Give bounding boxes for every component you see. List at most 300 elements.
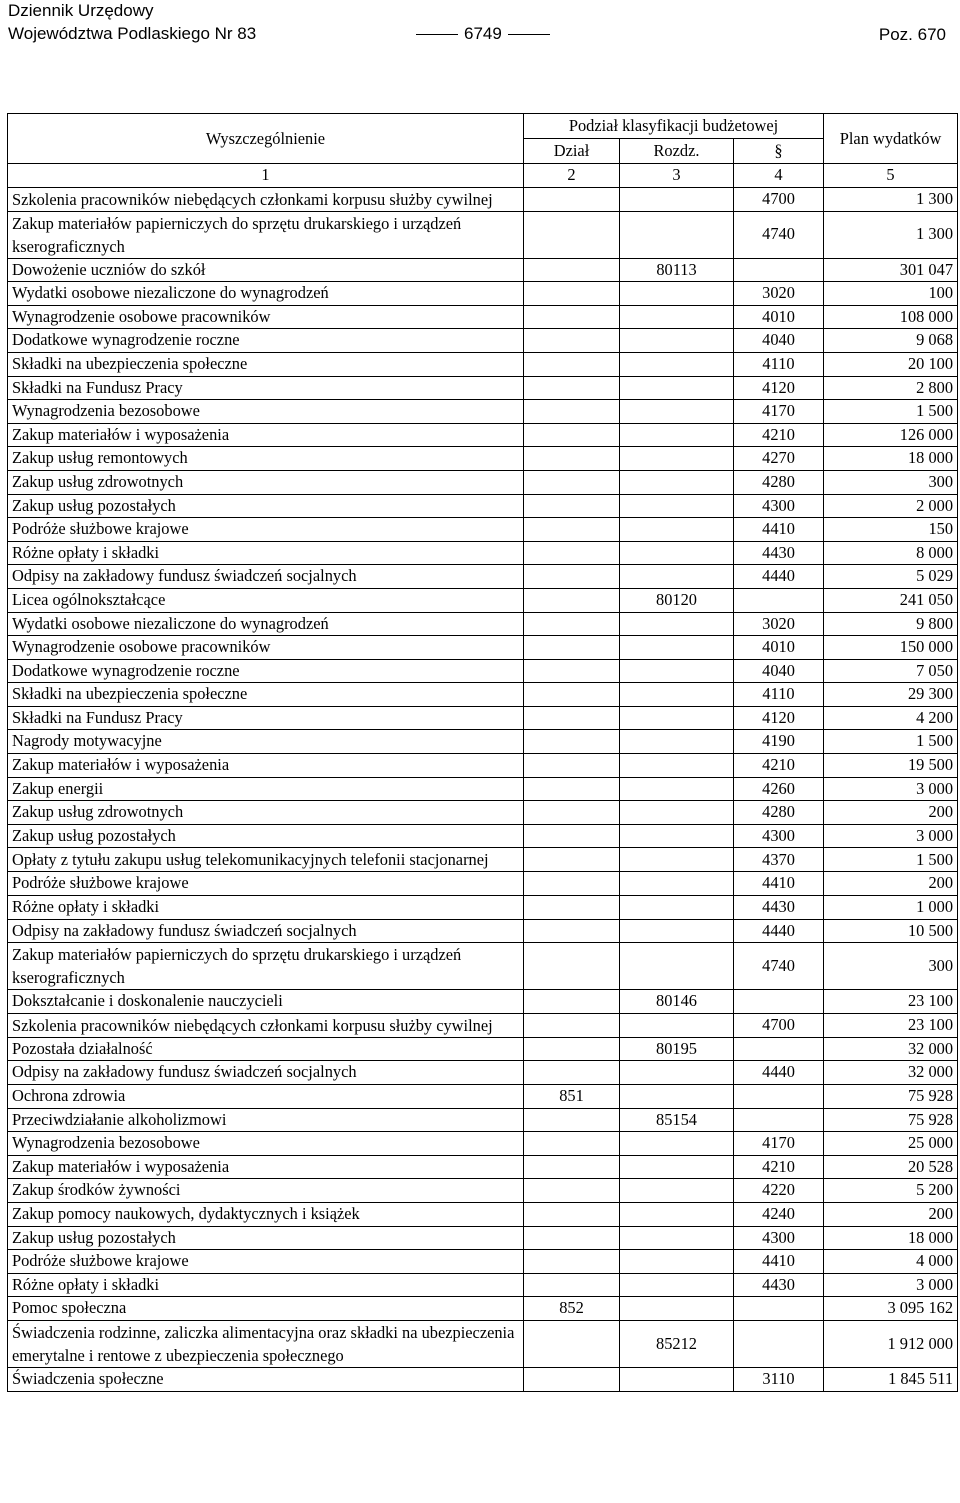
- row-rozdz: [620, 470, 734, 494]
- row-dzial: [524, 494, 620, 518]
- row-amount: 32 000: [824, 1037, 958, 1061]
- row-rozdz: [620, 282, 734, 306]
- row-description: Zakup materiałów i wyposażenia: [8, 423, 524, 447]
- row-rozdz: [620, 494, 734, 518]
- header-description: Wyszczególnienie: [8, 114, 524, 164]
- row-description: Świadczenia społeczne: [8, 1367, 524, 1391]
- table-row: [8, 801, 958, 825]
- table-row: [8, 541, 958, 565]
- row-description: Różne opłaty i składki: [8, 1273, 524, 1297]
- row-description: Składki na ubezpieczenia społeczne: [8, 352, 524, 376]
- row-dzial: [524, 447, 620, 471]
- row-description: Wynagrodzenia bezosobowe: [8, 400, 524, 424]
- table-body: [8, 187, 958, 1391]
- row-description: Zakup usług pozostałych: [8, 494, 524, 518]
- row-amount: 200: [824, 872, 958, 896]
- row-rozdz: [620, 1085, 734, 1109]
- row-dzial: [524, 1250, 620, 1274]
- row-description: Zakup energii: [8, 777, 524, 801]
- table-row: [8, 777, 958, 801]
- row-dzial: [524, 1013, 620, 1037]
- row-rozdz: [620, 1202, 734, 1226]
- row-amount: 20 528: [824, 1155, 958, 1179]
- row-amount: 200: [824, 1202, 958, 1226]
- row-description: Dowożenie uczniów do szkół: [8, 258, 524, 282]
- row-dzial: [524, 1226, 620, 1250]
- row-rozdz: [620, 801, 734, 825]
- row-dzial: [524, 636, 620, 660]
- row-rozdz: [620, 447, 734, 471]
- row-amount: 300: [824, 470, 958, 494]
- row-amount: 3 000: [824, 824, 958, 848]
- row-description: Zakup materiałów i wyposażenia: [8, 754, 524, 778]
- row-paragraph: 4430: [734, 896, 824, 920]
- table-row: [8, 659, 958, 683]
- table-row: [8, 187, 958, 211]
- row-rozdz: [620, 305, 734, 329]
- row-description: Zakup usług remontowych: [8, 447, 524, 471]
- row-dzial: [524, 659, 620, 683]
- row-rozdz: [620, 352, 734, 376]
- row-dzial: [524, 329, 620, 353]
- row-rozdz: [620, 565, 734, 589]
- row-description: Podróże służbowe krajowe: [8, 872, 524, 896]
- row-amount: 9 068: [824, 329, 958, 353]
- row-amount: 1 912 000: [824, 1320, 958, 1367]
- column-number: 3: [620, 164, 734, 188]
- row-dzial: [524, 612, 620, 636]
- row-description: Świadczenia rodzinne, zaliczka alimentacyjna oraz składki na ubezpieczenia emerytalne i rentowe z ubezpieczenia społecznego: [8, 1320, 524, 1367]
- row-amount: 100: [824, 282, 958, 306]
- table-row: [8, 1085, 958, 1109]
- header-dzial: Dział: [524, 139, 620, 164]
- row-amount: 200: [824, 801, 958, 825]
- row-amount: 7 050: [824, 659, 958, 683]
- row-dzial: [524, 400, 620, 424]
- row-dzial: [524, 848, 620, 872]
- row-amount: 18 000: [824, 1226, 958, 1250]
- row-rozdz: [620, 872, 734, 896]
- row-amount: 150 000: [824, 636, 958, 660]
- row-description: Ochrona zdrowia: [8, 1085, 524, 1109]
- table-row: [8, 848, 958, 872]
- row-paragraph: 3020: [734, 282, 824, 306]
- row-dzial: 852: [524, 1297, 620, 1321]
- row-description: Zakup usług pozostałych: [8, 824, 524, 848]
- row-rozdz: [620, 400, 734, 424]
- table-row: [8, 1202, 958, 1226]
- table-row: [8, 1179, 958, 1203]
- row-description: Zakup materiałów i wyposażenia: [8, 1155, 524, 1179]
- row-description: Dodatkowe wynagrodzenie roczne: [8, 659, 524, 683]
- row-description: Wynagrodzenie osobowe pracowników: [8, 305, 524, 329]
- row-dzial: [524, 824, 620, 848]
- table-row: [8, 376, 958, 400]
- row-paragraph: 4280: [734, 470, 824, 494]
- row-paragraph: [734, 1037, 824, 1061]
- table-row: [8, 730, 958, 754]
- row-dzial: [524, 1155, 620, 1179]
- row-paragraph: 4740: [734, 211, 824, 258]
- table-row: [8, 282, 958, 306]
- row-description: Zakup usług zdrowotnych: [8, 801, 524, 825]
- row-paragraph: 4300: [734, 1226, 824, 1250]
- row-dzial: [524, 1179, 620, 1203]
- row-paragraph: 4240: [734, 1202, 824, 1226]
- row-dzial: [524, 258, 620, 282]
- row-dzial: [524, 1367, 620, 1391]
- row-amount: 1 500: [824, 400, 958, 424]
- table-row: [8, 706, 958, 730]
- row-dzial: [524, 211, 620, 258]
- row-dzial: [524, 470, 620, 494]
- table-row: [8, 211, 958, 258]
- row-description: Zakup materiałów papierniczych do sprzętu drukarskiego i urządzeń kserograficznych: [8, 943, 524, 990]
- row-paragraph: 4300: [734, 494, 824, 518]
- row-paragraph: 3110: [734, 1367, 824, 1391]
- row-dzial: [524, 588, 620, 612]
- row-paragraph: 4210: [734, 754, 824, 778]
- row-paragraph: 4430: [734, 1273, 824, 1297]
- row-description: Pozostała działalność: [8, 1037, 524, 1061]
- row-amount: 2 000: [824, 494, 958, 518]
- row-amount: 3 000: [824, 1273, 958, 1297]
- table-row: [8, 400, 958, 424]
- row-rozdz: 85154: [620, 1108, 734, 1132]
- table-row: [8, 1273, 958, 1297]
- row-paragraph: 4440: [734, 1061, 824, 1085]
- table-row: [8, 754, 958, 778]
- row-rozdz: [620, 1297, 734, 1321]
- table-row: [8, 1297, 958, 1321]
- row-description: Szkolenia pracowników niebędących członkami korpusu służby cywilnej: [8, 1013, 524, 1037]
- row-amount: 75 928: [824, 1085, 958, 1109]
- table-row: [8, 1132, 958, 1156]
- row-paragraph: 4260: [734, 777, 824, 801]
- table-row: [8, 919, 958, 943]
- row-rozdz: [620, 848, 734, 872]
- page-number-text: 6749: [464, 24, 502, 43]
- row-rozdz: [620, 1250, 734, 1274]
- table-row: [8, 896, 958, 920]
- table-row: [8, 1108, 958, 1132]
- row-amount: 10 500: [824, 919, 958, 943]
- table-row: [8, 1250, 958, 1274]
- row-description: Nagrody motywacyjne: [8, 730, 524, 754]
- row-paragraph: [734, 1320, 824, 1367]
- row-rozdz: [620, 1179, 734, 1203]
- row-amount: 9 800: [824, 612, 958, 636]
- row-rozdz: [620, 824, 734, 848]
- row-dzial: [524, 1202, 620, 1226]
- row-amount: 2 800: [824, 376, 958, 400]
- table-row: [8, 612, 958, 636]
- row-dzial: [524, 565, 620, 589]
- row-dzial: [524, 990, 620, 1014]
- row-paragraph: 4300: [734, 824, 824, 848]
- row-amount: 301 047: [824, 258, 958, 282]
- row-dzial: [524, 518, 620, 542]
- row-description: Składki na Fundusz Pracy: [8, 706, 524, 730]
- row-paragraph: [734, 588, 824, 612]
- row-description: Opłaty z tytułu zakupu usług telekomunikacyjnych telefonii stacjonarnej: [8, 848, 524, 872]
- row-description: Wydatki osobowe niezaliczone do wynagrodzeń: [8, 612, 524, 636]
- row-amount: 5 200: [824, 1179, 958, 1203]
- row-dzial: [524, 801, 620, 825]
- row-rozdz: [620, 1132, 734, 1156]
- row-amount: 108 000: [824, 305, 958, 329]
- page-number: [410, 24, 556, 44]
- row-amount: 1 500: [824, 848, 958, 872]
- journal-subtitle: Województwa Podlaskiego Nr 83: [8, 24, 257, 43]
- row-dzial: 851: [524, 1085, 620, 1109]
- row-amount: 75 928: [824, 1108, 958, 1132]
- row-paragraph: 4010: [734, 305, 824, 329]
- table-row: [8, 518, 958, 542]
- row-paragraph: [734, 258, 824, 282]
- row-rozdz: 80195: [620, 1037, 734, 1061]
- row-rozdz: [620, 541, 734, 565]
- column-number: 2: [524, 164, 620, 188]
- row-amount: 3 095 162: [824, 1297, 958, 1321]
- row-description: Pomoc społeczna: [8, 1297, 524, 1321]
- row-description: Wydatki osobowe niezaliczone do wynagrodzeń: [8, 282, 524, 306]
- row-paragraph: 4740: [734, 943, 824, 990]
- row-paragraph: 4210: [734, 423, 824, 447]
- row-amount: 241 050: [824, 588, 958, 612]
- column-number-row: [8, 164, 958, 188]
- row-paragraph: 4700: [734, 1013, 824, 1037]
- row-amount: 1 300: [824, 187, 958, 211]
- row-rozdz: [620, 730, 734, 754]
- row-rozdz: [620, 659, 734, 683]
- row-amount: 1 500: [824, 730, 958, 754]
- row-description: Odpisy na zakładowy fundusz świadczeń socjalnych: [8, 1061, 524, 1085]
- table-row: [8, 872, 958, 896]
- row-paragraph: [734, 990, 824, 1014]
- row-paragraph: [734, 1108, 824, 1132]
- row-amount: 5 029: [824, 565, 958, 589]
- budget-table: [7, 113, 958, 1392]
- row-description: Zakup środków żywności: [8, 1179, 524, 1203]
- row-amount: 300: [824, 943, 958, 990]
- row-dzial: [524, 282, 620, 306]
- row-rozdz: [620, 896, 734, 920]
- row-amount: 19 500: [824, 754, 958, 778]
- row-rozdz: [620, 706, 734, 730]
- row-rozdz: [620, 1013, 734, 1037]
- row-dzial: [524, 943, 620, 990]
- row-description: Wynagrodzenia bezosobowe: [8, 1132, 524, 1156]
- table-row: [8, 305, 958, 329]
- row-dzial: [524, 896, 620, 920]
- row-rozdz: [620, 376, 734, 400]
- table-row: [8, 943, 958, 990]
- row-amount: 25 000: [824, 1132, 958, 1156]
- row-paragraph: 4410: [734, 518, 824, 542]
- row-dzial: [524, 872, 620, 896]
- row-rozdz: 85212: [620, 1320, 734, 1367]
- row-rozdz: [620, 683, 734, 707]
- row-dzial: [524, 1273, 620, 1297]
- row-rozdz: [620, 754, 734, 778]
- row-dzial: [524, 1061, 620, 1085]
- table-row: [8, 1155, 958, 1179]
- row-paragraph: 4120: [734, 376, 824, 400]
- row-paragraph: 4440: [734, 919, 824, 943]
- row-dzial: [524, 1320, 620, 1367]
- row-dzial: [524, 777, 620, 801]
- row-rozdz: [620, 612, 734, 636]
- row-amount: 1 000: [824, 896, 958, 920]
- row-paragraph: 4220: [734, 1179, 824, 1203]
- table-row: [8, 683, 958, 707]
- row-paragraph: 4170: [734, 400, 824, 424]
- row-amount: 29 300: [824, 683, 958, 707]
- table-row: [8, 1320, 958, 1367]
- row-paragraph: 4110: [734, 352, 824, 376]
- row-dzial: [524, 1108, 620, 1132]
- row-rozdz: [620, 423, 734, 447]
- row-description: Różne opłaty i składki: [8, 896, 524, 920]
- row-description: Odpisy na zakładowy fundusz świadczeń socjalnych: [8, 919, 524, 943]
- row-rozdz: [620, 518, 734, 542]
- row-rozdz: [620, 1061, 734, 1085]
- row-description: Składki na ubezpieczenia społeczne: [8, 683, 524, 707]
- row-paragraph: 4010: [734, 636, 824, 660]
- row-amount: 23 100: [824, 990, 958, 1014]
- row-paragraph: 4280: [734, 801, 824, 825]
- row-dzial: [524, 919, 620, 943]
- row-rozdz: [620, 1226, 734, 1250]
- table-row: [8, 824, 958, 848]
- row-rozdz: [620, 1367, 734, 1391]
- row-paragraph: 3020: [734, 612, 824, 636]
- table-row: [8, 423, 958, 447]
- page-number-dash-right: [508, 34, 550, 35]
- row-description: Podróże służbowe krajowe: [8, 1250, 524, 1274]
- column-number: 5: [824, 164, 958, 188]
- row-amount: 23 100: [824, 1013, 958, 1037]
- row-dzial: [524, 352, 620, 376]
- row-rozdz: 80120: [620, 588, 734, 612]
- row-rozdz: [620, 636, 734, 660]
- table-row: [8, 352, 958, 376]
- table-row: [8, 447, 958, 471]
- row-paragraph: 4040: [734, 329, 824, 353]
- table-row: [8, 494, 958, 518]
- row-dzial: [524, 423, 620, 447]
- row-description: Dokształcanie i doskonalenie nauczycieli: [8, 990, 524, 1014]
- table-row: [8, 1226, 958, 1250]
- table-header-row: [8, 114, 958, 139]
- row-description: Zakup pomocy naukowych, dydaktycznych i książek: [8, 1202, 524, 1226]
- row-rozdz: [620, 211, 734, 258]
- table-row: [8, 470, 958, 494]
- row-paragraph: 4110: [734, 683, 824, 707]
- row-dzial: [524, 1132, 620, 1156]
- table-row: [8, 990, 958, 1014]
- table-row: [8, 1013, 958, 1037]
- row-dzial: [524, 1037, 620, 1061]
- table-row: [8, 1037, 958, 1061]
- header-rozdz: Rozdz.: [620, 139, 734, 164]
- row-amount: 8 000: [824, 541, 958, 565]
- row-description: Różne opłaty i składki: [8, 541, 524, 565]
- table-row: [8, 258, 958, 282]
- row-amount: 3 000: [824, 777, 958, 801]
- row-rozdz: [620, 777, 734, 801]
- row-amount: 20 100: [824, 352, 958, 376]
- row-rozdz: [620, 1273, 734, 1297]
- row-dzial: [524, 305, 620, 329]
- row-paragraph: 4040: [734, 659, 824, 683]
- row-rozdz: [620, 1155, 734, 1179]
- table-row: [8, 588, 958, 612]
- row-amount: 32 000: [824, 1061, 958, 1085]
- row-paragraph: 4120: [734, 706, 824, 730]
- row-dzial: [524, 683, 620, 707]
- row-dzial: [524, 754, 620, 778]
- row-paragraph: 4410: [734, 1250, 824, 1274]
- document-header: [0, 0, 960, 50]
- row-rozdz: [620, 187, 734, 211]
- header-paragraph: §: [734, 139, 824, 164]
- row-paragraph: [734, 1085, 824, 1109]
- row-description: Zakup materiałów papierniczych do sprzętu drukarskiego i urządzeń kserograficznych: [8, 211, 524, 258]
- table-row: [8, 329, 958, 353]
- row-dzial: [524, 187, 620, 211]
- row-dzial: [524, 541, 620, 565]
- row-description: Zakup usług zdrowotnych: [8, 470, 524, 494]
- row-amount: 126 000: [824, 423, 958, 447]
- table-row: [8, 636, 958, 660]
- header-plan: Plan wydatków: [824, 114, 958, 164]
- column-number: 1: [8, 164, 524, 188]
- row-dzial: [524, 376, 620, 400]
- row-description: Szkolenia pracowników niebędących członkami korpusu służby cywilnej: [8, 187, 524, 211]
- row-rozdz: [620, 919, 734, 943]
- row-amount: 4 200: [824, 706, 958, 730]
- row-paragraph: 4430: [734, 541, 824, 565]
- row-rozdz: [620, 329, 734, 353]
- row-amount: 4 000: [824, 1250, 958, 1274]
- row-amount: 1 300: [824, 211, 958, 258]
- row-amount: 1 845 511: [824, 1367, 958, 1391]
- row-paragraph: 4700: [734, 187, 824, 211]
- row-description: Składki na Fundusz Pracy: [8, 376, 524, 400]
- row-paragraph: 4440: [734, 565, 824, 589]
- row-description: Przeciwdziałanie alkoholizmowi: [8, 1108, 524, 1132]
- row-paragraph: 4210: [734, 1155, 824, 1179]
- row-paragraph: 4370: [734, 848, 824, 872]
- table-row: [8, 565, 958, 589]
- table-row: [8, 1061, 958, 1085]
- position-number: Poz. 670: [878, 25, 946, 44]
- row-rozdz: [620, 943, 734, 990]
- row-description: Odpisy na zakładowy fundusz świadczeń socjalnych: [8, 565, 524, 589]
- header-classification: Podział klasyfikacji budżetowej: [524, 114, 824, 139]
- row-paragraph: 4190: [734, 730, 824, 754]
- row-description: Wynagrodzenie osobowe pracowników: [8, 636, 524, 660]
- page-number-dash-left: [416, 34, 458, 35]
- row-dzial: [524, 730, 620, 754]
- row-rozdz: 80113: [620, 258, 734, 282]
- row-rozdz: 80146: [620, 990, 734, 1014]
- row-paragraph: 4170: [734, 1132, 824, 1156]
- row-description: Licea ogólnokształcące: [8, 588, 524, 612]
- column-number: 4: [734, 164, 824, 188]
